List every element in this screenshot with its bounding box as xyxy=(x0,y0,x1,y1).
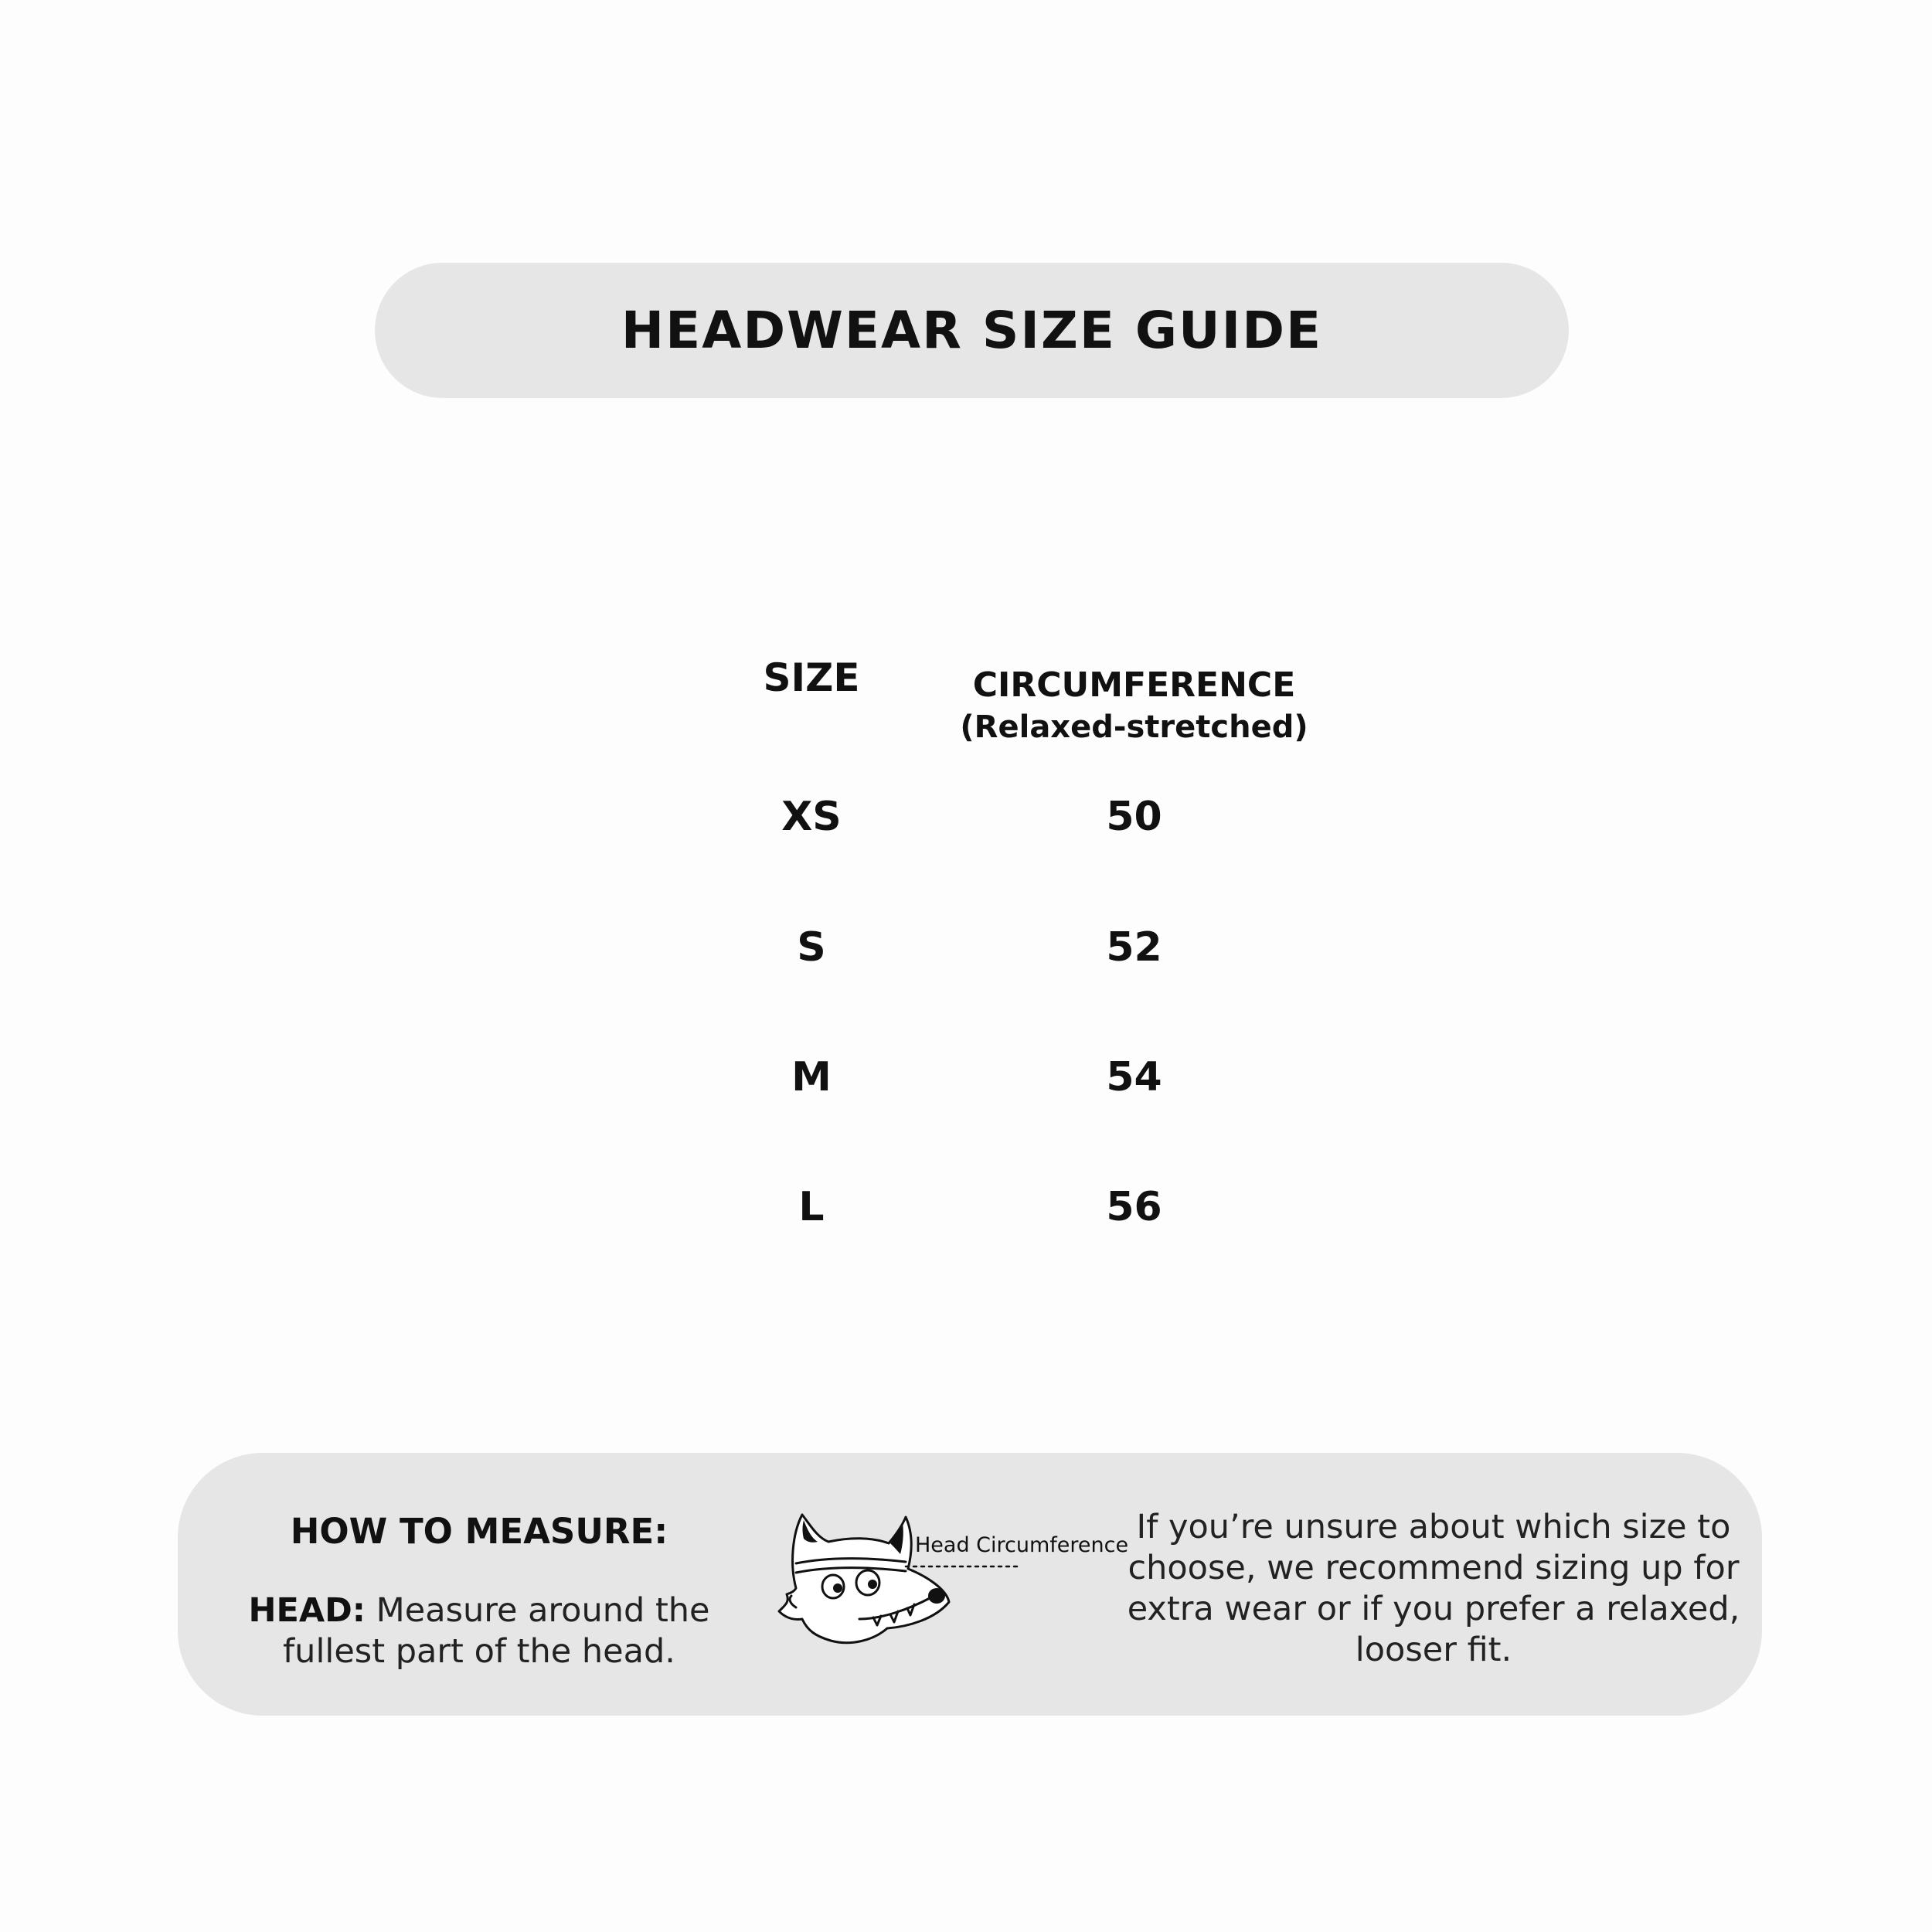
circumference-cell-s: 52 xyxy=(1106,924,1162,971)
size-cell-s: S xyxy=(797,924,826,971)
title-banner xyxy=(375,263,1569,398)
sizing-advice-text: If you’re unsure about which size to choose, we recommend sizing up for extra wear or if you prefer a relaxed, looser fit. xyxy=(1127,1508,1740,1669)
how-to-measure-title: HOW TO MEASURE: xyxy=(290,1511,668,1552)
size-cell-xs: XS xyxy=(781,794,842,840)
circumference-cell-xs: 50 xyxy=(1106,794,1162,840)
circumference-header-sublabel: (Relaxed-stretched) xyxy=(960,709,1308,745)
circumference-cell-m: 54 xyxy=(1106,1054,1162,1100)
how-to-measure-text xyxy=(193,1590,765,1672)
head-label: HEAD: xyxy=(248,1591,366,1630)
size-column-header: SIZE xyxy=(763,655,860,700)
circumference-column-header xyxy=(947,665,1321,748)
page-title: HEADWEAR SIZE GUIDE xyxy=(621,301,1323,360)
head-circumference-label: Head Circumference xyxy=(915,1533,1129,1557)
circumference-header-label: CIRCUMFERENCE xyxy=(972,665,1296,705)
wolf-head-icon xyxy=(773,1503,1121,1658)
size-cell-l: L xyxy=(798,1184,825,1230)
head-instruction: Measure around the fullest part of the head. xyxy=(283,1591,710,1671)
circumference-cell-l: 56 xyxy=(1106,1184,1162,1230)
size-cell-m: M xyxy=(791,1054,832,1100)
